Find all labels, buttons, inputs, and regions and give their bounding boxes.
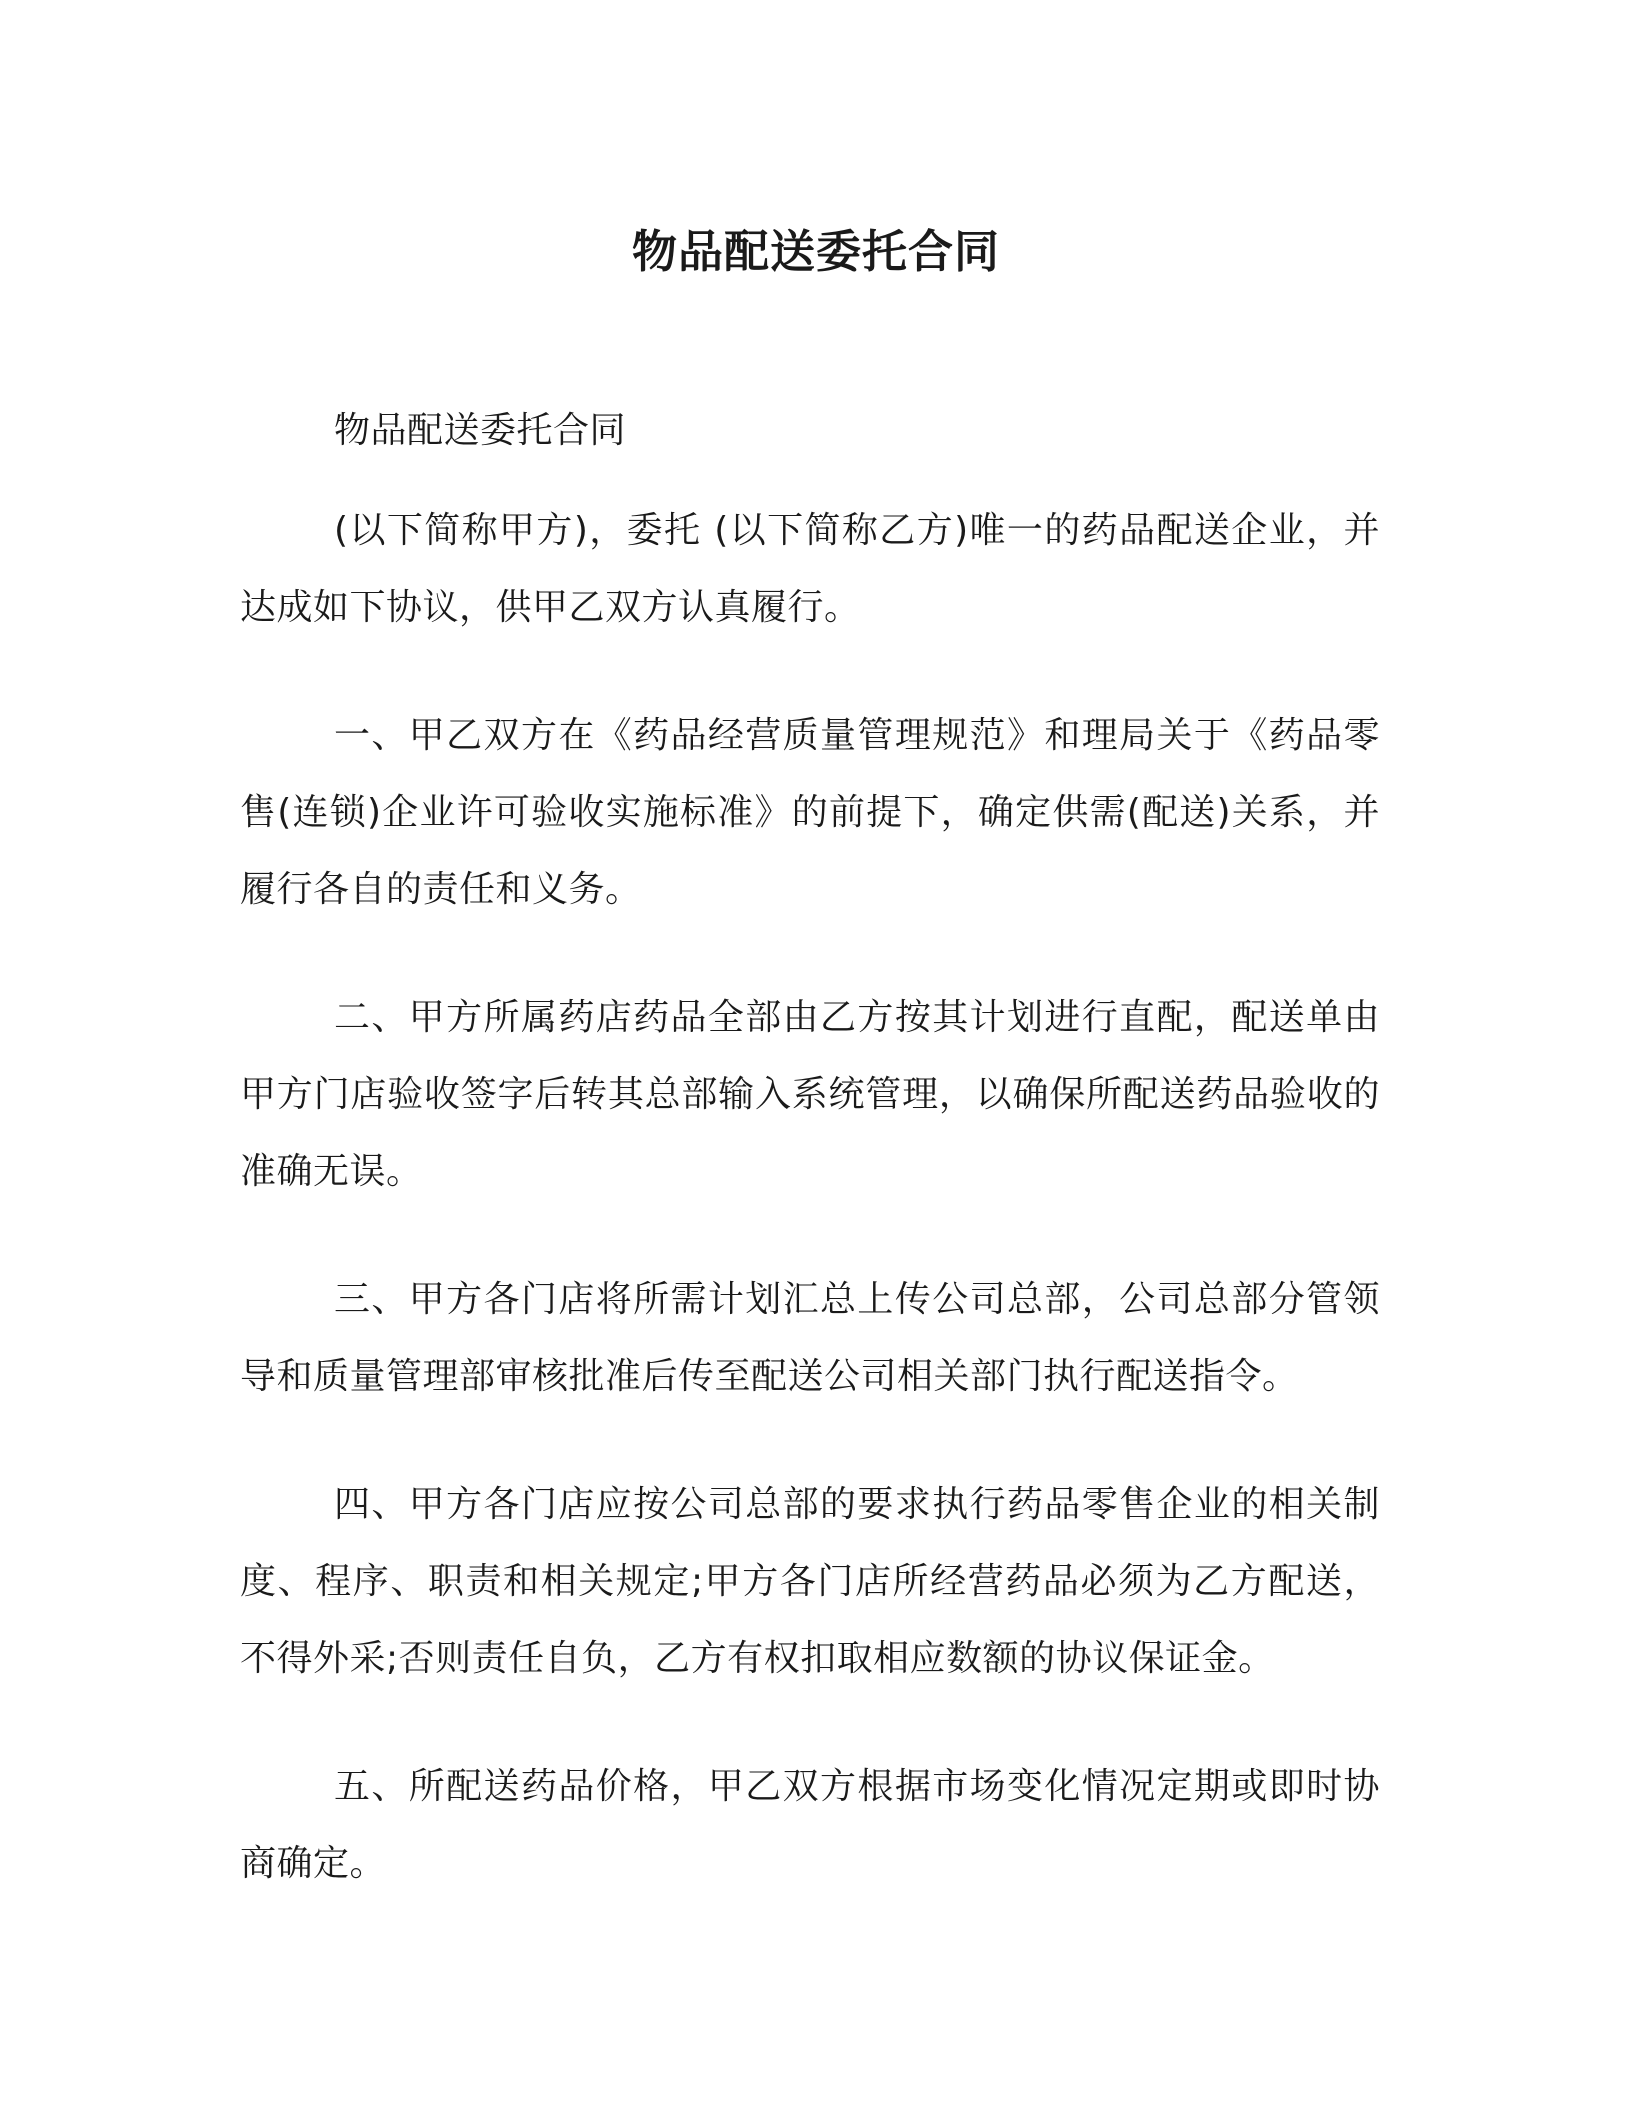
document-title: 物品配送委托合同 — [631, 225, 1000, 278]
clause-1-paragraph: 一、甲乙双方在《药品经营质量管理规范》和理局关于《药品零售(连锁)企业许可验收实施标准》的前提下，确定供需(配送)关系，并履行各自的责任和义务。 — [240, 715, 1380, 910]
document-body — [240, 392, 1380, 1953]
clause-4-paragraph: 四、甲方各门店应按公司总部的要求执行药品零售企业的相关制度、程序、职责和相关规定;甲方各门店所经营药品必须为乙方配送，不得外采;否则责任自负，乙方有权扣取相应数额的协议保证金。 — [240, 1484, 1380, 1679]
clause-2-paragraph: 二、甲方所属药店药品全部由乙方按其计划进行直配，配送单由甲方门店验收签字后转其总部输入系统管理，以确保所配送药品验收的准确无误。 — [240, 997, 1380, 1192]
preamble-paragraph: (以下简称甲方)，委托 (以下简称乙方)唯一的药品配送企业，并达成如下协议，供甲乙双方认真履行。 — [240, 510, 1380, 628]
clause-5-paragraph: 五、所配送药品价格，甲乙双方根据市场变化情况定期或即时协商确定。 — [240, 1766, 1380, 1884]
contract-subtitle: 物品配送委托合同 — [334, 410, 627, 451]
clause-3-paragraph: 三、甲方各门店将所需计划汇总上传公司总部，公司总部分管领导和质量管理部审核批准后传至配送公司相关部门执行配送指令。 — [240, 1279, 1380, 1397]
